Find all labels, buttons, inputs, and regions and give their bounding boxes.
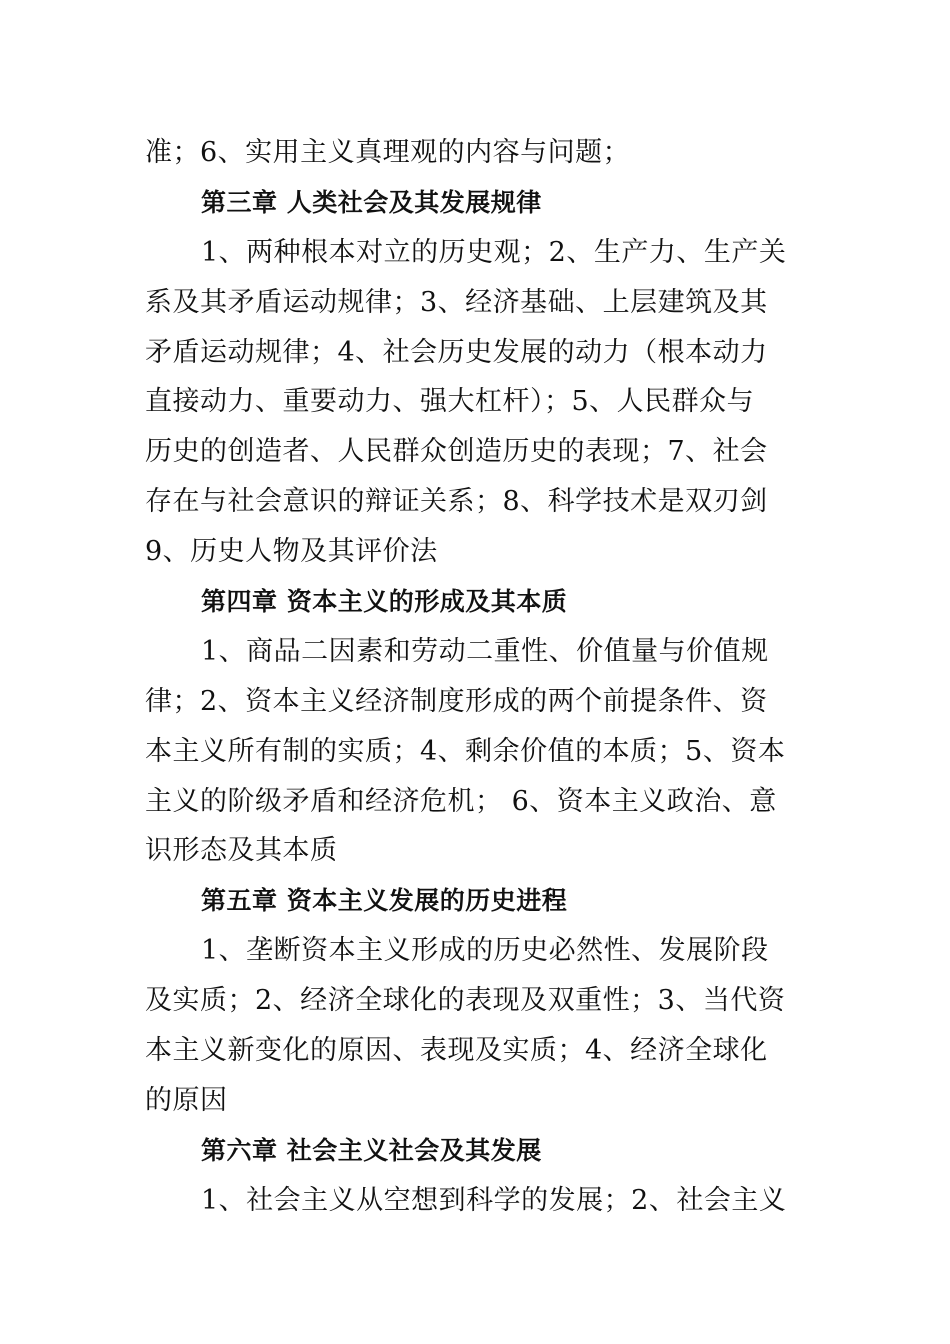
text-line: 律；2、资本主义经济制度形成的两个前提条件、资 — [145, 685, 768, 717]
document-page — [145, 128, 807, 1226]
text-line: 历史的创造者、人民群众创造历史的表现；7、社会 — [145, 436, 768, 468]
text-line: 本主义所有制的实质；4、剩余价值的本质；5、资本 — [145, 735, 786, 767]
text-line: 1、商品二因素和劳动二重性、价值量与价值规 — [201, 635, 769, 667]
chapter-3-heading: 第三章 人类社会及其发展规律 — [201, 187, 542, 217]
text-line: 1、社会主义从空想到科学的发展；2、社会主义 — [201, 1184, 787, 1216]
text-line: 1、垄断资本主义形成的历史必然性、发展阶段 — [201, 935, 769, 967]
text-line: 识形态及其本质 — [145, 835, 338, 867]
text-line: 本主义新变化的原因、表现及实质；4、经济全球化 — [145, 1035, 768, 1067]
text-line: 主义的阶级矛盾和经济危机； 6、资本主义政治、意 — [145, 785, 777, 817]
text-line: 直接动力、重要动力、强大杠杆）；5、人民群众与 — [145, 386, 755, 418]
text-line: 的原因 — [145, 1084, 228, 1116]
text-line: 准；6、实用主义真理观的内容与问题； — [145, 137, 631, 168]
chapter-6-heading: 第六章 社会主义社会及其发展 — [201, 1135, 542, 1165]
text-line: 1、两种根本对立的历史观；2、生产力、生产关 — [201, 236, 787, 268]
text-line: 矛盾运动规律；4、社会历史发展的动力（根本动力 — [145, 336, 768, 368]
text-line: 及实质；2、经济全球化的表现及双重性；3、当代资 — [145, 985, 786, 1017]
text-line: 9、历史人物及其评价法 — [145, 536, 438, 568]
chapter-4-heading: 第四章 资本主义的形成及其本质 — [201, 587, 568, 617]
text-line: 系及其矛盾运动规律；3、经济基础、上层建筑及其 — [145, 286, 768, 318]
text-line: 存在与社会意识的辩证关系；8、科学技术是双刃剑 — [145, 486, 768, 518]
chapter-5-heading: 第五章 资本主义发展的历史进程 — [201, 886, 568, 916]
